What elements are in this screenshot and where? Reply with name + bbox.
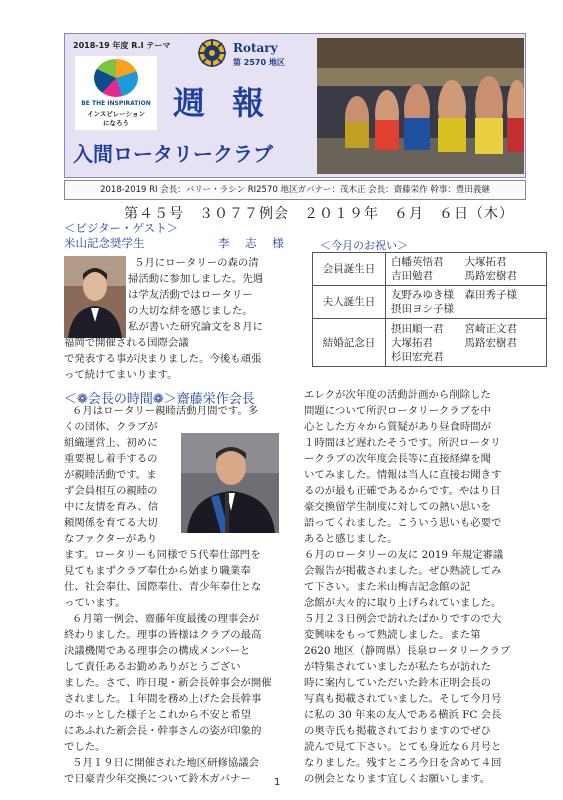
- president-text-line: 問題について所沢ロータリークラブを中: [304, 405, 491, 417]
- president-text-line: くの団体、クラブが: [64, 421, 158, 433]
- meeting-info: 第４５号 ３０７７例会 ２０１９年 ６月 ６日（木）: [124, 206, 514, 222]
- visitor-text-line: 掃活動に参加しました。先週: [128, 273, 264, 285]
- president-text-line: ず会員相互の親睦の: [64, 485, 158, 497]
- celebration-name-line: 大塚拓君 馬路宏樹君: [391, 336, 517, 349]
- president-text-line: ６月のロータリーの友に 2019 年規定審議: [304, 549, 504, 561]
- president-text-line: 変興味をもって熟読しました。また第: [304, 629, 481, 641]
- celebrations-table: [312, 252, 547, 367]
- president-heading: ＜❁会長の時間❁＞齋藤栄作会長: [64, 392, 255, 407]
- president-text-line: 会報告が掲載されました。ぜひ熟読してみ: [304, 565, 502, 577]
- president-text-line: 仕、社会奉仕、国際奉仕、青少年奉仕とな: [64, 581, 262, 593]
- logo-naro: になろう: [103, 119, 129, 127]
- visitor-text-line: 私が書いた研究論文を８月に: [128, 321, 264, 333]
- president-text-line: 心とした方々から質疑があり昼食時間が: [304, 421, 492, 433]
- visitor-name: 李 志 様: [218, 236, 290, 250]
- president-text-line: ます。ロータリーも同様で５代奉仕部門を: [64, 549, 261, 561]
- president-text-line: ６月第一例会、齋藤年度最後の理事会が: [72, 613, 260, 625]
- president-text-line: 組織運営上、初めに: [64, 437, 158, 449]
- celebration-name-line: 白幡英悟君 大塚拓君: [391, 256, 507, 268]
- president-text-line: 決議機関である理事会の構成メンバーと: [64, 645, 251, 657]
- president-text-line: 終わりました。理事の皆様はクラブの最高: [64, 629, 262, 641]
- president-text-line: 中に友情を育み、信: [64, 501, 159, 513]
- president-text-line: 念館が大々的に取り上げられていました。: [304, 597, 502, 609]
- celebration-category: 会員誕生日: [313, 253, 386, 286]
- president-text-line: に私の 30 年来の友人である横浜 FC 会長: [304, 709, 502, 721]
- president-text-line: の奥寺氏も掲載されておりますのでぜひ: [304, 725, 492, 737]
- celebration-names: [386, 319, 547, 367]
- celebration-name-line: 摂田順一君 宮崎正文君: [391, 322, 517, 335]
- president-text-line: されました。１年間を務め上げた会長幹事: [64, 693, 262, 705]
- ri-theme-logo: [75, 56, 157, 130]
- ri-swirl-logo-icon: [94, 59, 138, 97]
- president-text-line: 重要視し着手するの: [64, 453, 158, 465]
- president-text-line: て下さい。また米山梅吉記念館の記: [304, 581, 471, 593]
- president-text-line: にあふれた新会長・幹事さんの姿が印象的: [64, 725, 262, 737]
- president-photo: [181, 433, 279, 533]
- president-text-line: のホッとした様子とこれから不安と希望: [64, 709, 252, 721]
- celebration-name-line: 吉田勉君 馬路宏樹君: [391, 270, 517, 282]
- president-text-line: 頼関係を育てる大切: [64, 517, 158, 529]
- visitor-text-line: の大切な絆を感じました。: [128, 305, 253, 317]
- visitor-heading: ＜ビジター・ゲスト＞: [64, 221, 179, 235]
- president-text-line: 時に案内していただいた鈴木正明会長の: [304, 677, 492, 689]
- president-text-line: で日豪青少年交換について鈴木ガバナー: [64, 773, 251, 785]
- president-text-line: ５月２３日例会で訪れたばかりですので大: [304, 613, 502, 625]
- visitor-text-line: ５月にロータリーの森の清: [134, 257, 259, 269]
- newsletter-title: 週 報: [173, 84, 273, 122]
- rotary-wordmark: Rotary: [233, 41, 278, 55]
- president-text-line: 語ってくれました。こういう思いも必要で: [304, 517, 502, 529]
- president-text-line: ークラブの次年度会長等に直接経緯を聞: [304, 453, 492, 465]
- president-text-line: でした。: [64, 741, 106, 753]
- officers-bar: 2018-2019 RI 会長：バリー・ラシン RI2570 地区ガバナー：茂木正 会長：齋藤栄作 幹事：豊田義継: [64, 180, 526, 200]
- president-text-line: 読んで見て下さい。とても身近な６月号と: [304, 741, 502, 753]
- president-text-line: が親睦活動です。ま: [64, 469, 157, 481]
- president-text-line: 写真も掲載されていました。そして今月号: [304, 693, 502, 705]
- president-text-line: ５月１９日に開催された地区研修協議会: [72, 757, 260, 769]
- celebration-category: 結婚記念日: [313, 319, 386, 367]
- rotary-wheel-icon: [197, 38, 227, 68]
- district-label: 第 2570 地区: [233, 58, 285, 67]
- president-text-line: なりました。残すところ今日を含めて４回: [304, 757, 502, 769]
- table-row: [313, 319, 547, 367]
- president-text-line: 2620 地区（静岡県）長泉ロータリークラブ: [304, 645, 511, 657]
- celebration-name-line: 摂田ヨシ子様: [391, 303, 454, 315]
- president-text-line: の例会となります宜しくお願いします。: [304, 773, 491, 785]
- logo-be-the-inspiration: BE THE INSPIRATION: [81, 100, 151, 107]
- theme-label: 2018-19 年度 R.I テーマ: [73, 41, 171, 50]
- president-text-line: ました。さて、昨日現・新会長幹事会が開催: [64, 677, 272, 689]
- celebration-name-line: 友野みゆき様 森田秀子様: [391, 289, 517, 301]
- celebration-names: [386, 253, 547, 286]
- visitor-text-line: 福岡で開催される国際会議: [64, 337, 189, 349]
- celebrations-heading: ＜今月のお祝い＞: [320, 239, 408, 252]
- logo-inspiration: インスピレーション: [86, 110, 146, 118]
- visitor-photo: [64, 256, 126, 338]
- logo-inspiration-text: [75, 110, 157, 128]
- president-text-line: エレクが次年度の活動計画から削除した: [304, 389, 491, 401]
- visitor-text-line: って続けてまいります。: [64, 369, 178, 381]
- celebration-category: 夫人誕生日: [313, 286, 386, 319]
- celebration-name-line: 杉田宏充君: [391, 350, 444, 363]
- page-number: 1: [274, 777, 281, 788]
- newsletter-header: [64, 33, 526, 178]
- president-text-line: るのが最も正確であるからです。やはり日: [304, 485, 501, 497]
- visitor-text-line: は学友活動ではロータリー: [128, 289, 253, 301]
- president-text-line: 豪交換留学生制度に対しての熱い思いを: [304, 501, 492, 513]
- celebration-names: [386, 286, 547, 319]
- visitor-text-line: で発表する事が決まりました。今後も頑張: [64, 353, 262, 365]
- table-row: [313, 286, 547, 319]
- president-text-line: が特集されていましたが私たちが訪れた: [304, 661, 492, 673]
- sumo-photo: [317, 38, 524, 174]
- president-text-line: あると感じました。: [304, 533, 398, 545]
- table-row: [313, 253, 547, 286]
- president-text-line: して責任あるお勤めありがとうござい: [64, 661, 241, 673]
- president-text-line: 見てもまずクラブ奉仕から始まり職業奉: [64, 565, 251, 577]
- president-text-line: ６月はロータリー親睦活動月間です。多: [72, 405, 259, 417]
- club-name: 入間ロータリークラブ: [73, 142, 273, 166]
- visitor-title: 米山記念奨学生: [64, 236, 145, 250]
- president-text-line: いてみました。情報は当人に直接お聞きす: [304, 469, 502, 481]
- president-text-line: っています。: [64, 597, 126, 609]
- president-text-line: なファクターがあり: [64, 533, 158, 545]
- president-text-line: １時間ほど遅れたそうです。所沢ロータリ: [304, 437, 501, 449]
